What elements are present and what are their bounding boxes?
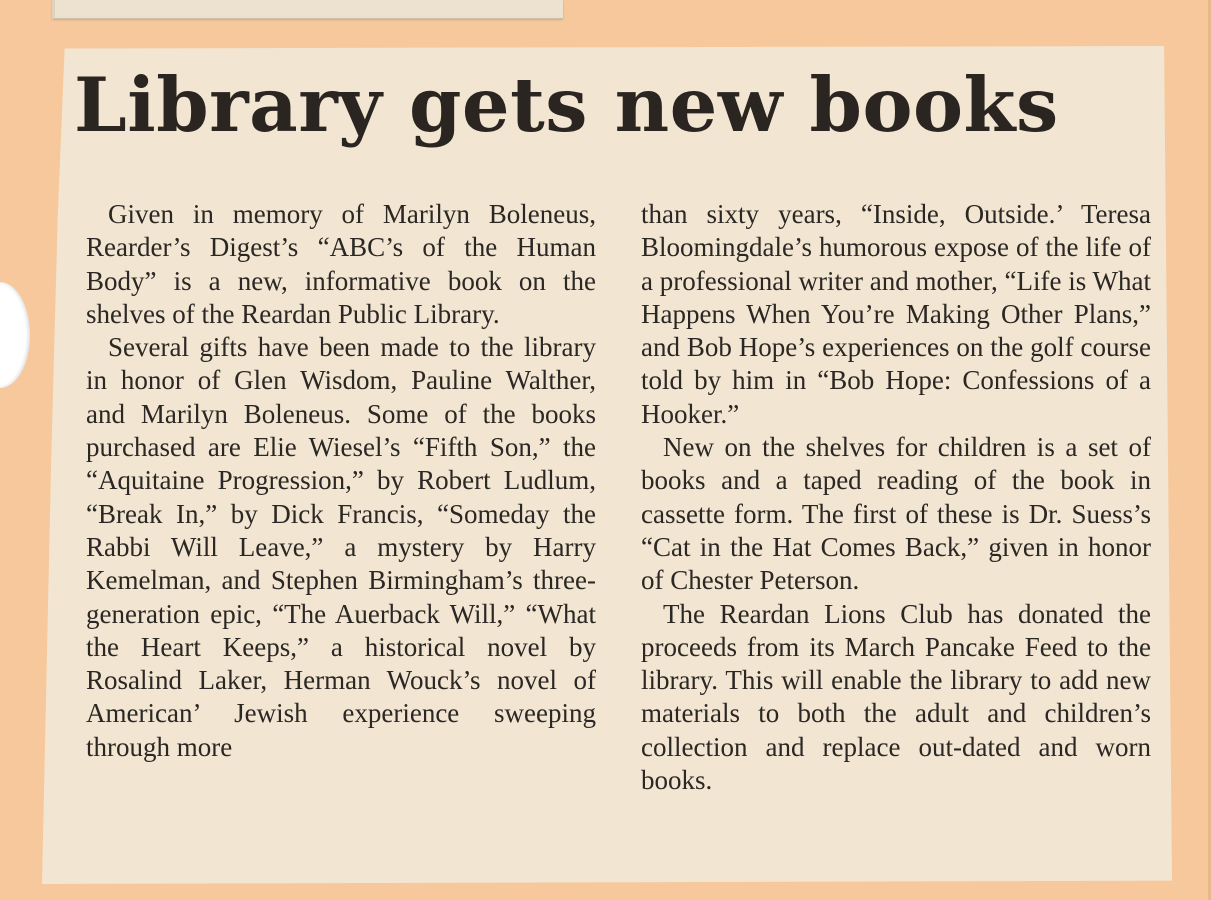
article-paragraph-2: Several gifts have been made to the library in honor of Glen Wisdom, Pauline Walther, and Marilyn Boleneus. Some of the books purchased are Elie Wiesel’s “Fifth Son,” the “Aquitaine Progression,” by Robert Ludlum, “Break In,” by Dick Francis, “Someday the Rabbi Will Leave,” a mystery by Harry Kemelman, and Stephen Birmingham’s three-generation epic, “The Auerback Will,” “What the Heart Keeps,” a historical novel by Rosalind Laker, Herman Wouck’s novel of American’ Jewish experience sweeping through more bbox=[86, 332, 596, 762]
article-column-right bbox=[641, 198, 1151, 797]
scrapbook-paper-scrap bbox=[52, 0, 563, 19]
article-headline: Library gets new books bbox=[74, 61, 1059, 149]
article-paragraph-2-continued: than sixty years, “Inside, Outside.’ Teresa Bloomingdale’s humorous expose of the life of a professional writer and mother, “Life is What Happens When You’re Making Other Plans,” and Bob Hope’s experiences on the golf course told by him in “Bob Hope: Confessions of a Hooker.” bbox=[641, 199, 1151, 429]
article-paragraph-1: Given in memory of Marilyn Boleneus, Rearder’s Digest’s “ABC’s of the Human Body” is a new, informative book on the shelves of the Reardan Public Library. bbox=[86, 199, 596, 329]
article-paragraph-4: The Reardan Lions Club has donated the proceeds from its March Pancake Feed to the library. This will enable the library to add new materials to both the adult and children’s collection and replace out-dated and worn books. bbox=[641, 598, 1151, 796]
article-column-left bbox=[86, 198, 596, 764]
binder-punch-hole bbox=[0, 282, 30, 388]
article-paragraph-3: New on the shelves for children is a set of books and a taped reading of the book in cassette form. The first of these is Dr. Suess’s “Cat in the Hat Comes Back,” given in honor of Chester Peterson. bbox=[641, 432, 1151, 596]
